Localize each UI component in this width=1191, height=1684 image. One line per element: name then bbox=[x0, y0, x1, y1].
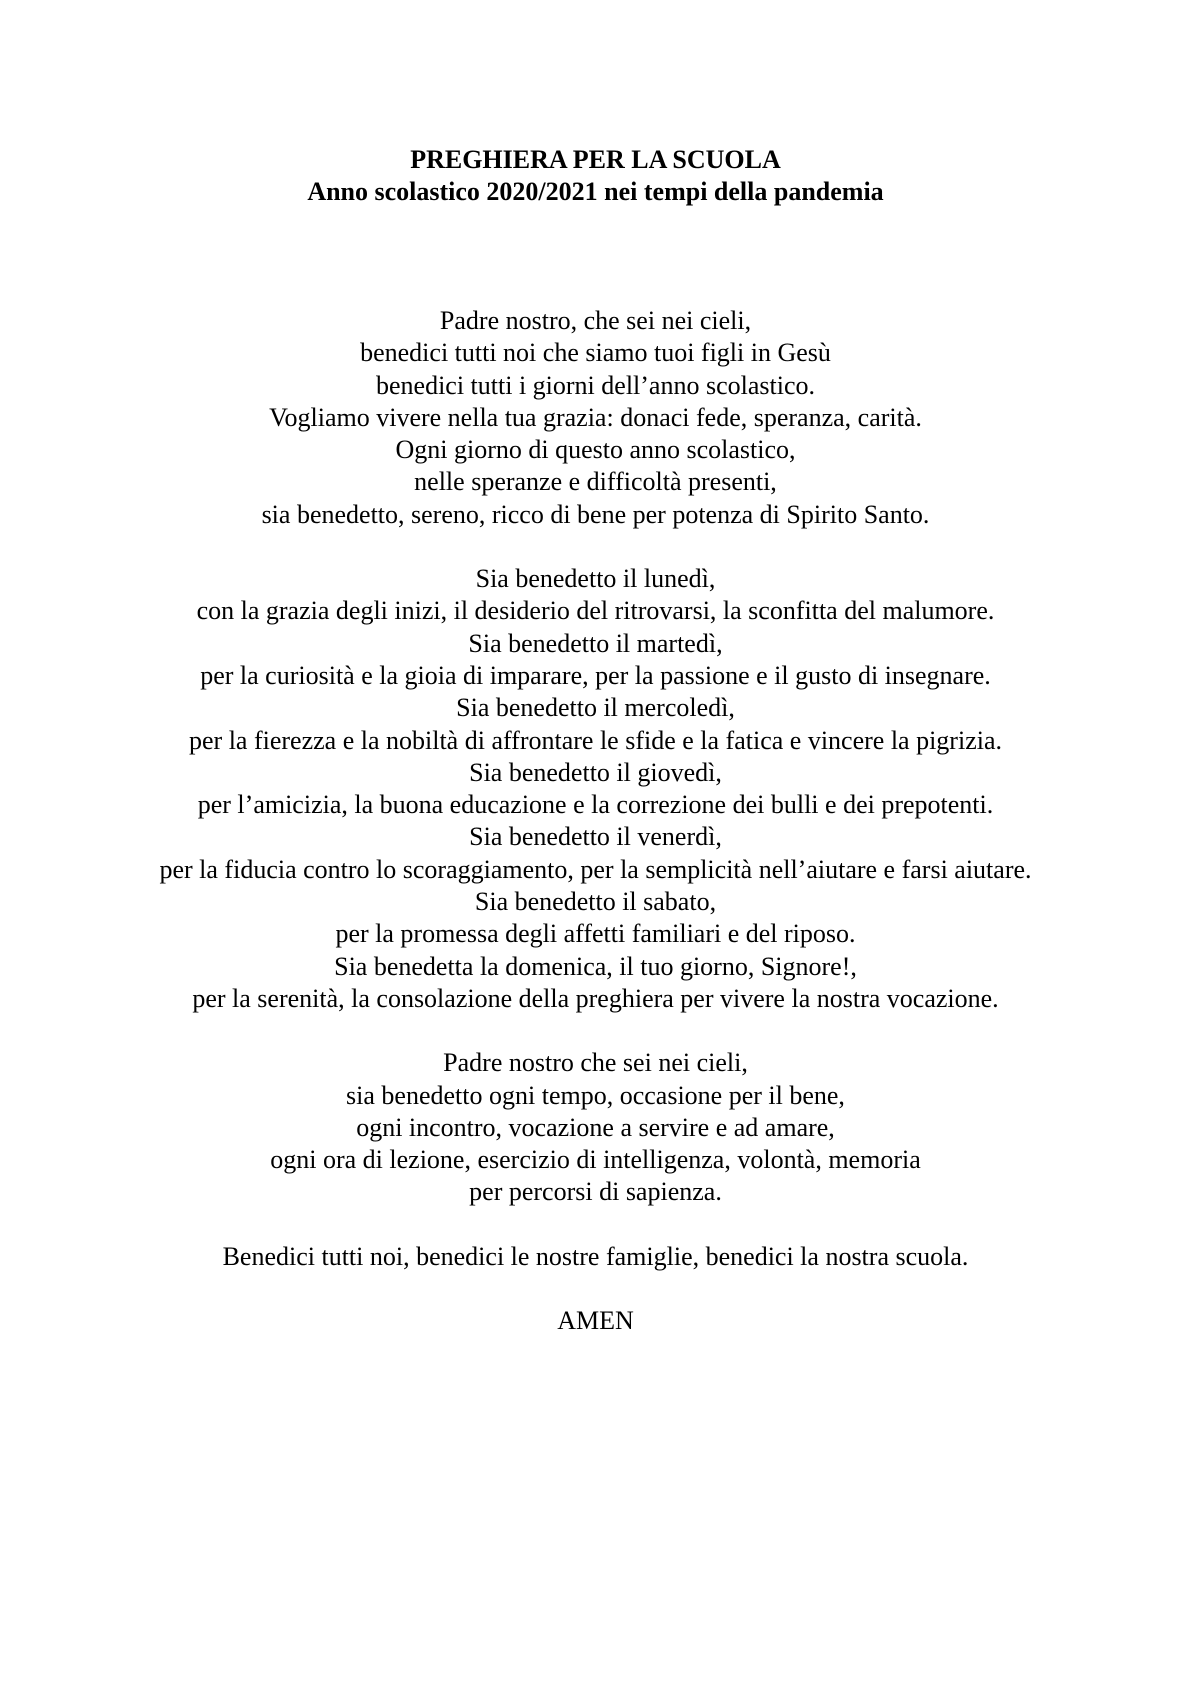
prayer-line: Sia benedetto il sabato, bbox=[474, 887, 717, 917]
prayer-line: Sia benedetto il mercoledì, bbox=[456, 693, 735, 723]
document-title: PREGHIERA PER LA SCUOLA bbox=[410, 145, 781, 174]
prayer-line: Vogliamo vivere nella tua grazia: donaci fede, speranza, carità. bbox=[269, 402, 922, 432]
prayer-line: Padre nostro che sei nei cieli, bbox=[443, 1048, 748, 1078]
prayer-line: Sia benedetto il martedì, bbox=[468, 628, 723, 658]
prayer-line: Sia benedetto il lunedì, bbox=[475, 564, 716, 594]
prayer-line: Sia benedetta la domenica, il tuo giorno, Signore!, bbox=[334, 951, 857, 981]
prayer-line: nelle speranze e difficoltà presenti, bbox=[414, 467, 777, 497]
prayer-stanza bbox=[0, 1305, 1191, 1337]
prayer-line: benedici tutti noi che siamo tuoi figli in Gesù bbox=[360, 338, 831, 368]
prayer-line: sia benedetto ogni tempo, occasione per il bene, bbox=[346, 1080, 845, 1110]
prayer-line: con la grazia degli inizi, il desiderio del ritrovarsi, la sconfitta del malumore. bbox=[196, 596, 995, 626]
prayer-line: per la fiducia contro lo scoraggiamento, per la semplicità nell’aiutare e farsi aiutare. bbox=[159, 854, 1032, 884]
prayer-line: per l’amicizia, la buona educazione e la correzione dei bulli e dei prepotenti. bbox=[197, 790, 994, 820]
prayer-line: benedici tutti i giorni dell’anno scolastico. bbox=[375, 370, 815, 400]
prayer-line: Padre nostro, che sei nei cieli, bbox=[439, 306, 752, 335]
prayer-stanza bbox=[0, 305, 1191, 531]
prayer-stanza bbox=[0, 1241, 1191, 1273]
prayer-line: Sia benedetto il venerdì, bbox=[469, 822, 722, 852]
prayer-line: per la curiosità e la gioia di imparare, per la passione e il gusto di insegnare. bbox=[200, 660, 991, 690]
prayer-line: Benedici tutti noi, benedici le nostre famiglie, benedici la nostra scuola. bbox=[222, 1241, 969, 1271]
prayer-line: AMEN bbox=[557, 1306, 634, 1336]
prayer-line: ogni incontro, vocazione a servire e ad amare, bbox=[356, 1112, 835, 1142]
prayer-line: per la serenità, la consolazione della preghiera per vivere la nostra vocazione. bbox=[192, 983, 999, 1013]
prayer-line: per la promessa degli affetti familiari e del riposo. bbox=[335, 919, 856, 949]
prayer-stanza bbox=[0, 1047, 1191, 1208]
prayer-stanza bbox=[0, 563, 1191, 1015]
document-subtitle: Anno scolastico 2020/2021 nei tempi della pandemia bbox=[307, 177, 884, 206]
prayer-line: sia benedetto, sereno, ricco di bene per potenza di Spirito Santo. bbox=[261, 499, 930, 529]
title-block bbox=[0, 144, 1191, 208]
prayer-line: Sia benedetto il giovedì, bbox=[469, 757, 722, 787]
prayer-body bbox=[0, 305, 1191, 1369]
prayer-line: per la fierezza e la nobiltà di affrontare le sfide e la fatica e vincere la pigrizia. bbox=[189, 725, 1002, 755]
prayer-line: per percorsi di sapienza. bbox=[469, 1177, 722, 1207]
prayer-line: ogni ora di lezione, esercizio di intelligenza, volontà, memoria bbox=[270, 1145, 921, 1175]
prayer-line: Ogni giorno di questo anno scolastico, bbox=[395, 435, 796, 465]
